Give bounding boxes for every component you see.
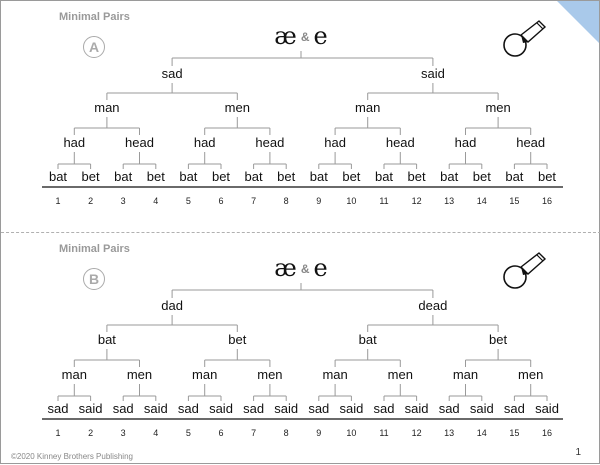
item-number: 16 <box>541 428 553 438</box>
tree-word: said <box>420 66 445 81</box>
tree-word: man <box>355 100 381 115</box>
tree-word: sad <box>438 401 460 416</box>
tree-word: bat <box>244 169 263 184</box>
tree-word: said <box>209 401 233 416</box>
tree-word: man <box>61 367 87 382</box>
tree-word: man <box>192 367 218 382</box>
tree-word: bet <box>146 169 165 184</box>
tree-word: bet <box>277 169 296 184</box>
tree-word: had <box>63 135 86 150</box>
item-number: 1 <box>55 196 61 206</box>
tree-word: bet <box>211 169 231 184</box>
section-heading: Minimal Pairs <box>59 11 130 23</box>
tree-word: sad <box>47 401 69 416</box>
section-badge: B <box>83 268 105 290</box>
item-number: 1 <box>55 428 61 438</box>
page-number: 1 <box>575 447 581 458</box>
tree-word: head <box>385 135 415 150</box>
item-number: 11 <box>379 196 389 206</box>
tree-word: sad <box>243 401 265 416</box>
tree-word: bat <box>440 169 459 184</box>
tree-word: sad <box>503 401 525 416</box>
tree-word: sad <box>161 66 183 81</box>
phoneme-left: æ <box>274 254 297 282</box>
item-number: 13 <box>444 196 455 206</box>
item-number: 4 <box>153 428 159 438</box>
item-number: 5 <box>185 196 191 206</box>
tree-word: head <box>255 135 285 150</box>
tree-word: bet <box>342 169 361 184</box>
tree-word: bet <box>407 169 426 184</box>
item-number: 8 <box>283 428 289 438</box>
tree-word: head <box>516 135 546 150</box>
tree-word: said <box>274 401 299 416</box>
item-number: 8 <box>283 196 289 206</box>
tree-word: man <box>322 367 348 382</box>
item-number: 10 <box>346 196 357 206</box>
tree-word: bat <box>114 169 133 184</box>
item-number: 15 <box>509 196 520 206</box>
tree-word: bet <box>472 169 491 184</box>
section-heading: Minimal Pairs <box>59 243 130 255</box>
item-number: 3 <box>120 196 126 206</box>
tree-word: had <box>193 135 216 150</box>
phoneme-ampersand: & <box>300 262 310 276</box>
tree-word: man <box>94 100 120 115</box>
phoneme-right: e <box>313 22 328 50</box>
item-number: 15 <box>509 428 520 438</box>
item-number: 9 <box>316 428 322 438</box>
tree-word: man <box>452 367 479 382</box>
item-number: 14 <box>476 428 487 438</box>
tree-word: bet <box>489 332 508 347</box>
tree-word: men <box>518 367 544 382</box>
tree-word: sad <box>177 401 199 416</box>
item-number: 11 <box>379 428 389 438</box>
tree-word: said <box>339 401 364 416</box>
item-number: 14 <box>476 196 487 206</box>
item-number: 12 <box>411 196 422 206</box>
tree-word: bat <box>505 169 524 184</box>
item-number: 5 <box>185 428 191 438</box>
tree-word: dad <box>161 298 183 313</box>
tree-word: men <box>387 367 413 382</box>
tree-word: bat <box>358 332 377 347</box>
item-number: 9 <box>316 196 322 206</box>
tree-word: bat <box>309 169 328 184</box>
item-number: 7 <box>251 196 257 206</box>
tree-word: bet <box>228 332 247 347</box>
copyright-notice: ©2020 Kinney Brothers Publishing <box>11 452 133 461</box>
item-number: 6 <box>218 196 224 206</box>
worksheet-b <box>1 233 600 465</box>
tree-word: said <box>404 401 429 416</box>
tree-word: bat <box>97 332 116 347</box>
worksheet-a <box>1 1 600 233</box>
phoneme-ampersand: & <box>300 30 310 44</box>
tree-word: said <box>535 401 559 416</box>
tree-word: bat <box>374 169 394 184</box>
item-number: 13 <box>444 428 455 438</box>
item-number: 10 <box>346 428 357 438</box>
item-number: 3 <box>120 428 126 438</box>
tree-word: men <box>126 367 153 382</box>
item-number: 2 <box>88 196 94 206</box>
tree-word: sad <box>308 401 330 416</box>
tree-word: sad <box>373 401 395 416</box>
tree-word: men <box>224 100 250 115</box>
tree-word: dead <box>418 298 448 313</box>
tree-word: sad <box>112 401 134 416</box>
tree-word: bet <box>81 169 100 184</box>
tree-word: said <box>78 401 103 416</box>
tree-word: bat <box>179 169 198 184</box>
item-number: 6 <box>218 428 224 438</box>
section-badge: A <box>83 36 105 58</box>
tree-word: men <box>485 100 511 115</box>
tree-word: said <box>143 401 168 416</box>
tree-word: bet <box>537 169 557 184</box>
tree-word: had <box>454 135 477 150</box>
phoneme-left: æ <box>274 22 297 50</box>
item-number: 4 <box>153 196 159 206</box>
tree-word: men <box>257 367 283 382</box>
tree-word: bat <box>48 169 68 184</box>
item-number: 7 <box>251 428 257 438</box>
tree-word: had <box>324 135 346 150</box>
tree-word: head <box>125 135 154 150</box>
item-number: 2 <box>88 428 94 438</box>
item-number: 16 <box>541 196 553 206</box>
item-number: 12 <box>411 428 422 438</box>
phoneme-right: e <box>313 254 328 282</box>
tree-word: said <box>469 401 494 416</box>
